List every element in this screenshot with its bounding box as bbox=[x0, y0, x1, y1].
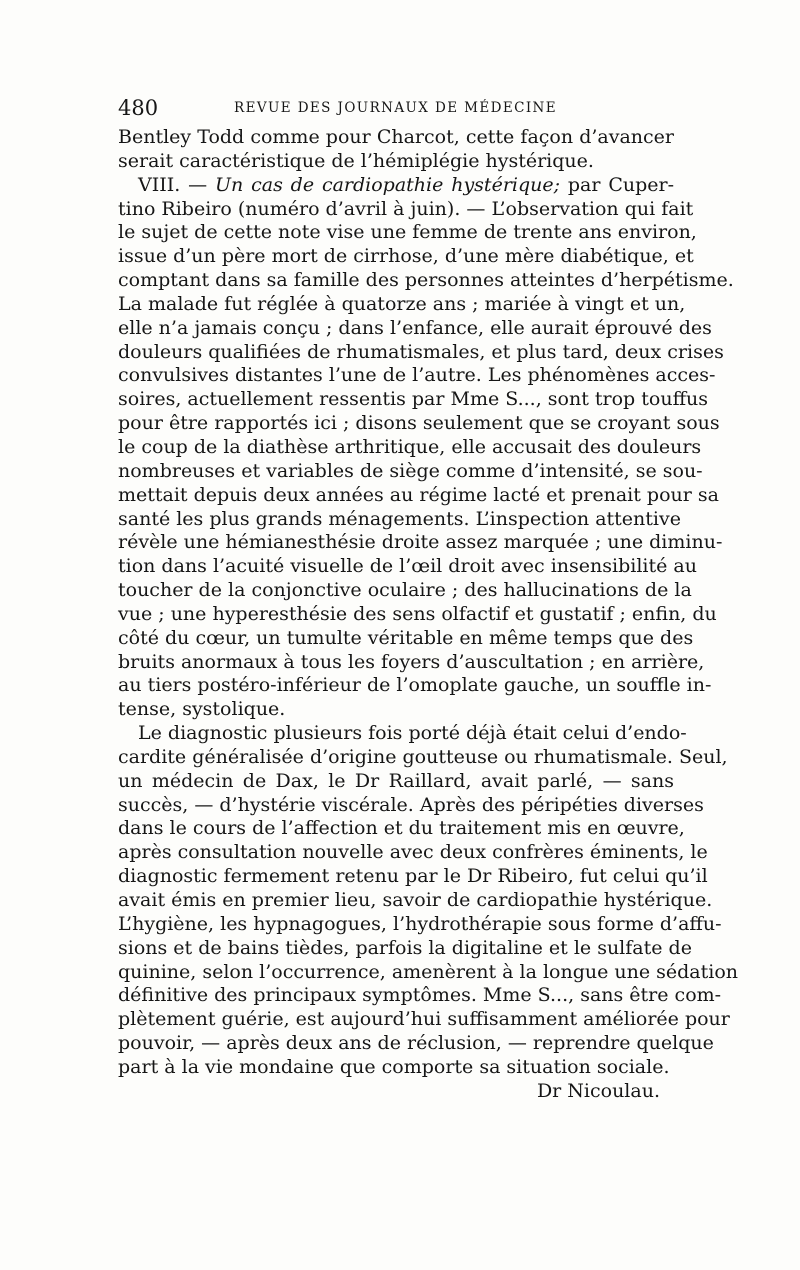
text-line: issue d’un père mort de cirrhose, d’une mère diabétique, et bbox=[118, 245, 694, 268]
journal-title: REVUE DES JOURNAUX DE MÉDECINE bbox=[234, 100, 558, 116]
author-signature: Dr Nicoulau. bbox=[536, 1079, 660, 1102]
text-line: le coup de la diathèse arthritique, elle accusait des douleurs bbox=[118, 435, 702, 458]
text-line: vue ; une hyperesthésie des sens olfactif et gustatif ; enfin, du bbox=[118, 602, 717, 625]
text-line: un médecin de Dax, le Dr Raillard, avait parlé, — sans bbox=[118, 769, 674, 792]
article-title: Un cas de cardiopathie hystérique; bbox=[215, 173, 561, 196]
text-line: tense, systolique. bbox=[118, 698, 286, 721]
page-number: 480 bbox=[118, 96, 159, 120]
text-line: le sujet de cette note vise une femme de trente ans environ, bbox=[118, 221, 697, 244]
text-line: dans le cours de l’affection et du traitement mis en œuvre, bbox=[118, 817, 685, 840]
text-line: pour être rapportés ici ; disons seulement que se croyant sous bbox=[118, 412, 720, 435]
text-line: Bentley Todd comme pour Charcot, cette façon d’avancer bbox=[118, 126, 674, 148]
text-line: plètement guérie, est aujourd’hui suffisamment améliorée pour bbox=[118, 1008, 730, 1031]
article-author-prefix: par Cuper- bbox=[560, 173, 674, 196]
text-line: serait caractéristique de l’hémiplégie hystérique. bbox=[118, 149, 594, 172]
text-line: côté du cœur, un tumulte véritable en même temps que des bbox=[118, 626, 694, 649]
section-number: VIII. — bbox=[138, 173, 215, 196]
text-line: douleurs qualifiées de rhumatismales, et plus tard, deux crises bbox=[118, 340, 724, 363]
paragraph-start-line: Le diagnostic plusieurs fois porté déjà était celui d’endo- bbox=[138, 722, 687, 745]
text-line: soires, actuellement ressentis par Mme S..., sont trop touffus bbox=[118, 388, 709, 411]
text-line: succès, — d’hystérie viscérale. Après des péripéties diverses bbox=[118, 793, 704, 816]
text-line: part à la vie mondaine que comporte sa situation sociale. bbox=[118, 1055, 670, 1078]
text-line: elle n’a jamais conçu ; dans l’enfance, elle aurait éprouvé des bbox=[118, 316, 712, 339]
text-line: pouvoir, — après deux ans de réclusion, — reprendre quelque bbox=[118, 1032, 714, 1055]
text-line: mettait depuis deux années au régime lacté et prenait pour sa bbox=[118, 483, 719, 506]
body-text bbox=[118, 126, 739, 1104]
text-line: avait émis en premier lieu, savoir de cardiopathie hystérique. bbox=[118, 889, 713, 911]
text-line: au tiers postéro-inférieur de l’omoplate gauche, un souffle in- bbox=[118, 674, 712, 697]
text-line: L’hygiène, les hypnagogues, l’hydrothérapie sous forme d’affu- bbox=[118, 912, 722, 935]
text-line: santé les plus grands ménagements. L’inspection attentive bbox=[118, 507, 681, 530]
text-line: toucher de la conjonctive oculaire ; des hallucinations de la bbox=[118, 579, 692, 602]
text-line: après consultation nouvelle avec deux confrères éminents, le bbox=[118, 841, 708, 864]
text-line: sions et de bains tièdes, parfois la digitaline et le sulfate de bbox=[118, 936, 692, 959]
text-line: révèle une hémianesthésie droite assez marquée ; une diminu- bbox=[118, 531, 723, 554]
section-heading-line bbox=[118, 174, 674, 198]
running-head bbox=[118, 94, 678, 122]
text-line: bruits anormaux à tous les foyers d’auscultation ; en arrière, bbox=[118, 650, 705, 673]
text-line: quinine, selon l’occurrence, amenèrent à la longue une sédation bbox=[118, 960, 739, 983]
text-line: diagnostic fermement retenu par le Dr Ribeiro, fut celui qu’il bbox=[118, 865, 708, 888]
text-line: comptant dans sa famille des personnes atteintes d’herpétisme. bbox=[118, 269, 734, 292]
text-line: convulsives distantes l’une de l’autre. Les phénomènes acces- bbox=[118, 364, 716, 387]
text-line: La malade fut réglée à quatorze ans ; mariée à vingt et un, bbox=[118, 292, 686, 315]
text-line: nombreuses et variables de siège comme d’intensité, se sou- bbox=[118, 459, 703, 482]
text-line: cardite généralisée d’origine goutteuse ou rhumatismale. Seul, bbox=[118, 745, 728, 768]
text-line: tino Ribeiro (numéro d’avril à juin). — L’observation qui fait bbox=[118, 197, 694, 220]
text-line: définitive des principaux symptômes. Mme S..., sans être com- bbox=[118, 984, 722, 1007]
text-line: tion dans l’acuité visuelle de l’œil droit avec insensibilité au bbox=[118, 555, 697, 578]
